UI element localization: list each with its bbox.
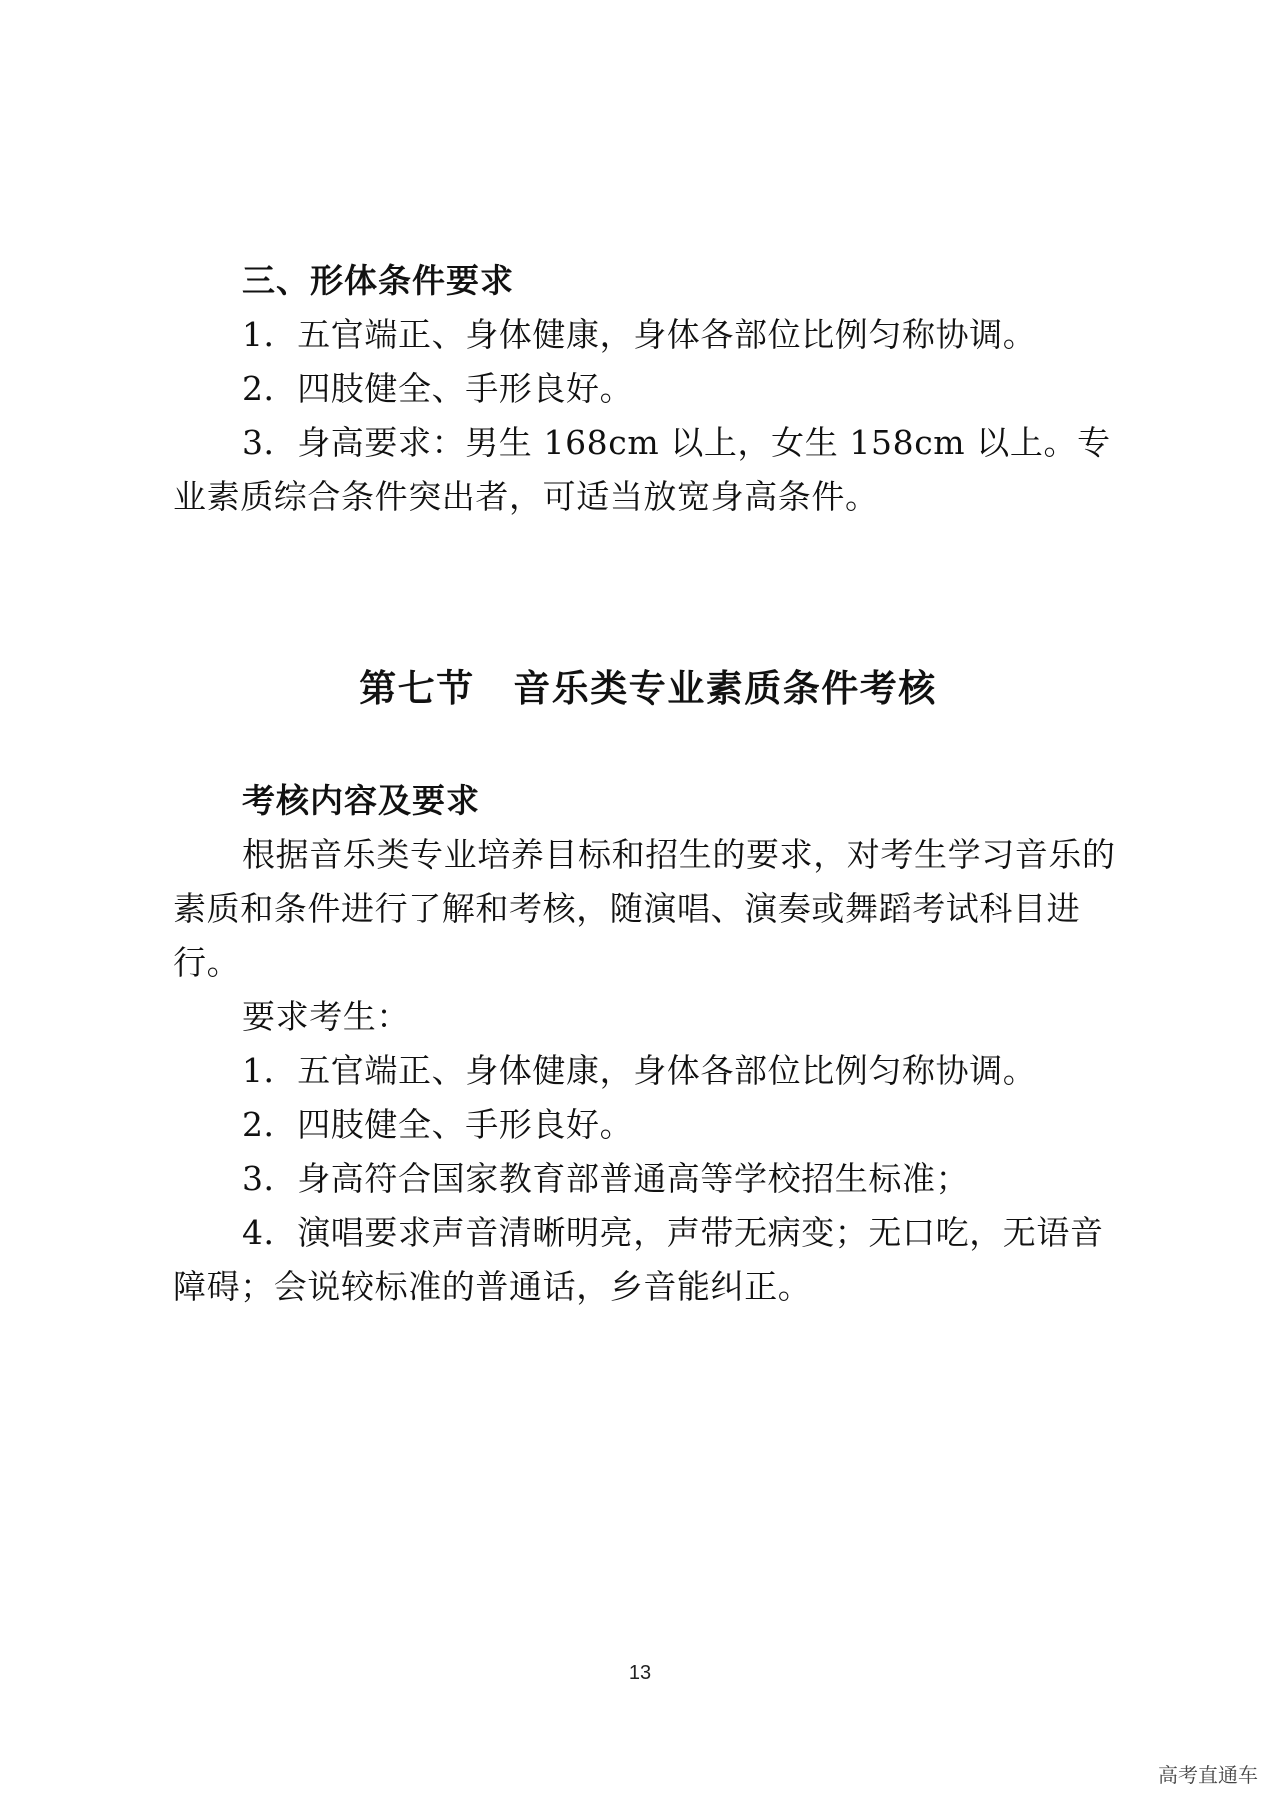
- physical-requirement-item-3: 3．身高要求：男生 168cm 以上，女生 158cm 以上。专业素质综合条件突出者，可适当放宽身高条件。: [173, 423, 1111, 516]
- physical-requirement-item-2: 2．四肢健全、手形良好。: [242, 369, 634, 408]
- watermark-text: 高考直通车: [1158, 1763, 1258, 1787]
- physical-requirements-heading: 三、形体条件要求: [242, 261, 514, 300]
- requirement-lead: 要求考生：: [242, 997, 410, 1036]
- assessment-requirement-item-1: 1．五官端正、身体健康，身体各部位比例匀称协调。: [242, 1051, 1037, 1090]
- assessment-requirement-item-4: 4．演唱要求声音清晰明亮，声带无病变；无口吃，无语音障碍；会说较标准的普通话，乡音能纠正。: [173, 1213, 1104, 1306]
- page-content: [173, 254, 1123, 1314]
- section-title: 第七节 音乐类专业素质条件考核: [359, 667, 937, 710]
- assessment-requirement-item-3: 3．身高符合国家教育部普通高等学校招生标准；: [242, 1159, 970, 1198]
- assessment-requirement-item-2: 2．四肢健全、手形良好。: [242, 1105, 634, 1144]
- physical-requirement-item-1: 1．五官端正、身体健康，身体各部位比例匀称协调。: [242, 315, 1037, 354]
- page-number: 13: [628, 1662, 652, 1684]
- assessment-intro-paragraph: 根据音乐类专业培养目标和招生的要求，对考生学习音乐的素质和条件进行了解和考核，随演唱、演奏或舞蹈考试科目进行。: [173, 835, 1116, 982]
- assessment-subheading: 考核内容及要求: [242, 781, 480, 820]
